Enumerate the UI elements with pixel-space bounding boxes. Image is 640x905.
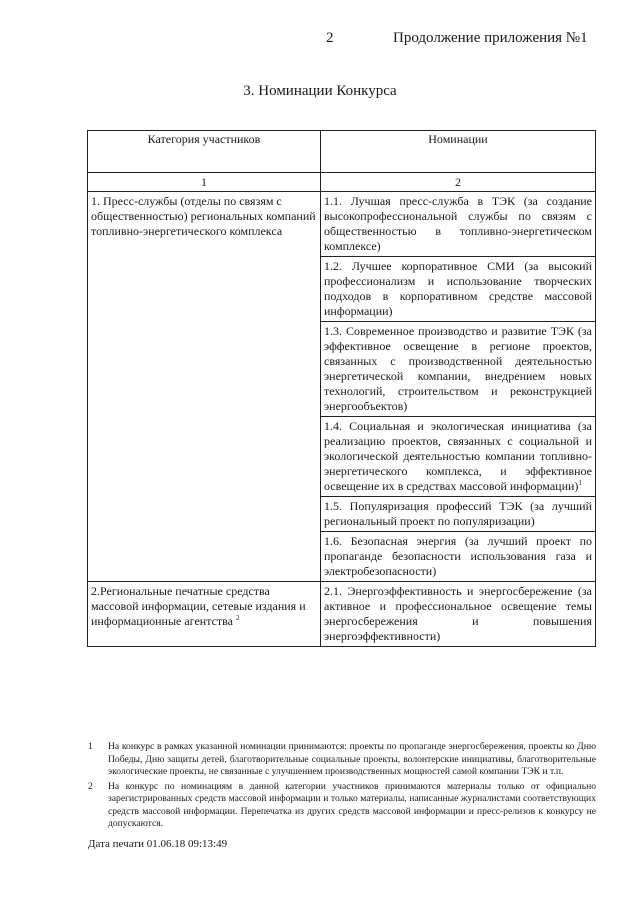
nominations-table xyxy=(87,130,596,647)
header-participant-category: Категория участников xyxy=(88,131,321,173)
appendix-continuation-header: Продолжение приложения №1 xyxy=(393,30,588,46)
category-cell-2 xyxy=(88,582,321,647)
footnote-number: 2 xyxy=(88,780,93,792)
nomination-cell: 1.1. Лучшая пресс-служба в ТЭК (за создание высокопрофессиональной службы по связям с общественностью в топливно-энергетическом комплексе) xyxy=(321,192,596,257)
nomination-cell: 1.2. Лучшее корпоративное СМИ (за высокий профессионализм и использование творческих подходов в корпоративном средстве массовой информации) xyxy=(321,257,596,322)
footnote-number: 1 xyxy=(88,741,93,752)
page-number: 2 xyxy=(326,30,334,46)
print-date: Дата печати 01.06.18 09:13:49 xyxy=(88,838,228,850)
nomination-cell xyxy=(321,417,596,497)
footnote-mark: 1 xyxy=(578,479,582,487)
section-title: 3. Номинации Конкурса xyxy=(243,83,397,99)
footnote-text: На конкурс в рамках указанной номинации принимаются: проекты по пропаганде энергосбережения, проекты ко Дню Победы, Дню защиты детей, благотворительные социальные проекты, волонтерские инициативы, благотворительные экологические проекты, не связанные с улучшением производственных мощностей самой компании ТЭК и т.п. xyxy=(108,741,596,777)
footnote xyxy=(88,781,596,831)
nomination-cell: 1.6. Безопасная энергия (за лучший проект по пропаганде безопасности использования газа и электробезопасности) xyxy=(321,532,596,582)
category-name: 1. Пресс-службы (отделы по связям с общественностью) региональных компаний топливно-энергетического комплекса xyxy=(91,194,316,238)
column-number-2: 2 xyxy=(321,173,596,192)
category-name: 2.Региональные печатные средства массовой информации, сетевые издания и информационные агентства xyxy=(91,584,306,628)
category-cell-1 xyxy=(88,192,321,582)
column-number-row xyxy=(88,173,596,192)
nomination-cell: 2.1. Энергоэффективность и энергосбережение (за активное и профессиональное освещение темы энергосбережения и повышения энергоэффективности) xyxy=(321,582,596,647)
header-nominations: Номинации xyxy=(321,131,596,173)
column-number-1: 1 xyxy=(88,173,321,192)
nomination-text: 1.4. Социальная и экологическая инициатива (за реализацию проектов, связанных с социальной и экологической деятельностью компании топливно-энергетического комплекса, и эффективное освещение их в средствах массовой информации) xyxy=(324,419,592,493)
nomination-cell: 1.5. Популяризация профессий ТЭК (за лучший региональный проект по популяризации) xyxy=(321,497,596,532)
footnotes xyxy=(88,741,596,833)
table-row xyxy=(88,582,596,647)
table-row xyxy=(88,192,596,257)
table-header-row xyxy=(88,131,596,173)
footnote-text: На конкурс по номинациям в данной категории участников принимаются материалы только от официально зарегистрированных средств массовой информации и только материалы, написанные журналистами соответствующих средств массовой информации. Перепечатка из других средств массовой информации и пресс-релизов к конкурсу не допускаются. xyxy=(108,780,596,829)
footnote xyxy=(88,741,596,779)
nomination-cell: 1.3. Современное производство и развитие ТЭК (за эффективное освещение в регионе проектов, связанных с производственной деятельностью энергетической компании, внедрением новых технологий, строительством и реконструкцией энергообъектов) xyxy=(321,322,596,417)
footnote-mark: 2 xyxy=(235,614,240,622)
